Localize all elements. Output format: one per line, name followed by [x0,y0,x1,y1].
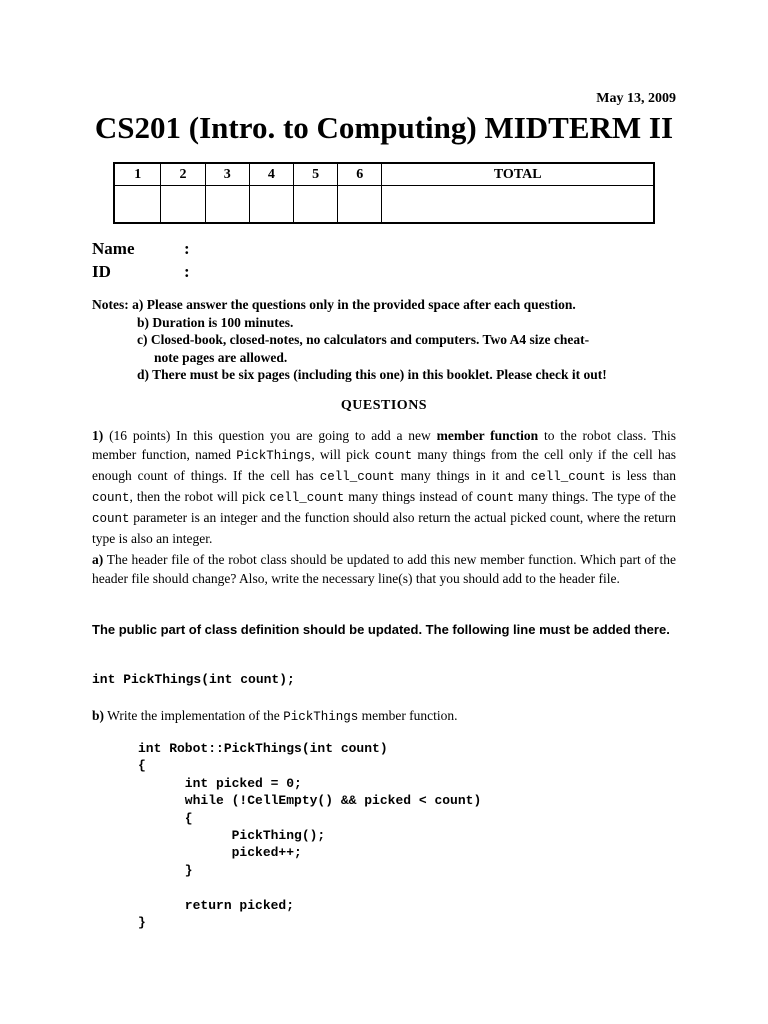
name-colon: : [184,239,190,258]
qa-label: a) [92,552,104,567]
note-c-line2: note pages are allowed. [154,349,288,365]
score-cell-5 [294,186,338,224]
question-1a-text: a) The header file of the robot class should be updated to add this new member function. Which part of the header file should change? Also, write the necessary line(s) that you should add to the header file. [92,552,676,586]
name-field [92,239,190,259]
note-b: b) Duration is 100 minutes. [137,314,294,330]
q1-number: 1) [92,428,104,443]
note-a: Notes: a) Please answer the questions only in the provided space after each question. [92,297,576,312]
name-label: Name [92,239,135,258]
question-1b-text: b) Write the implementation of the PickThings member function. [92,708,458,724]
exam-date: May 13, 2009 [596,91,676,106]
id-label: ID [92,262,111,281]
questions-heading: QUESTIONS [340,398,428,413]
qb-label: b) [92,708,105,723]
grade-col-total: TOTAL [382,163,654,186]
grade-col-3: 3 [205,163,249,186]
score-cell-total [382,186,654,224]
score-cell-1 [114,186,161,224]
exam-title: CS201 (Intro. to Computing) MIDTERM II [94,110,674,145]
note-c-line1: c) Closed-book, closed-notes, no calculators and computers. Two A4 size cheat- [137,332,590,347]
id-colon: : [184,262,190,281]
grade-col-4: 4 [249,163,293,186]
answer-1b-code: int Robot::PickThings(int count) { int picked = 0; while (!CellEmpty() && picked < count) { PickThing(); picked++; } return picked; } [138,741,482,931]
score-cell-6 [338,186,382,224]
grade-table-header-row [114,163,654,186]
answer-1a-code: int PickThings(int count); [92,672,295,687]
grade-col-1: 1 [114,163,161,186]
grade-table [113,162,655,224]
grade-table-score-row [114,186,654,224]
grade-col-2: 2 [161,163,205,186]
exam-notes [92,296,692,384]
note-d: d) There must be six pages (including this one) in this booklet. Please check it out! [137,367,607,382]
question-1-text: 1) (16 points) In this question you are going to add a new member function to the robot class. This member function, named PickThings, will pick count many things from the cell only if the cell has enough count of things. If the cell has cell_count many things in it and cell_count is less than count, then the robot will pick cell_count many things instead of count many things. The type of the count parameter is an integer and the function should also return the actual picked count, where the return type is also an integer. [92,428,676,546]
score-cell-3 [205,186,249,224]
score-cell-2 [161,186,205,224]
answer-1a-text: The public part of class definition should be updated. The following line must be added there. [92,622,670,637]
score-cell-4 [249,186,293,224]
grade-col-6: 6 [338,163,382,186]
grade-col-5: 5 [294,163,338,186]
id-field [92,262,190,282]
